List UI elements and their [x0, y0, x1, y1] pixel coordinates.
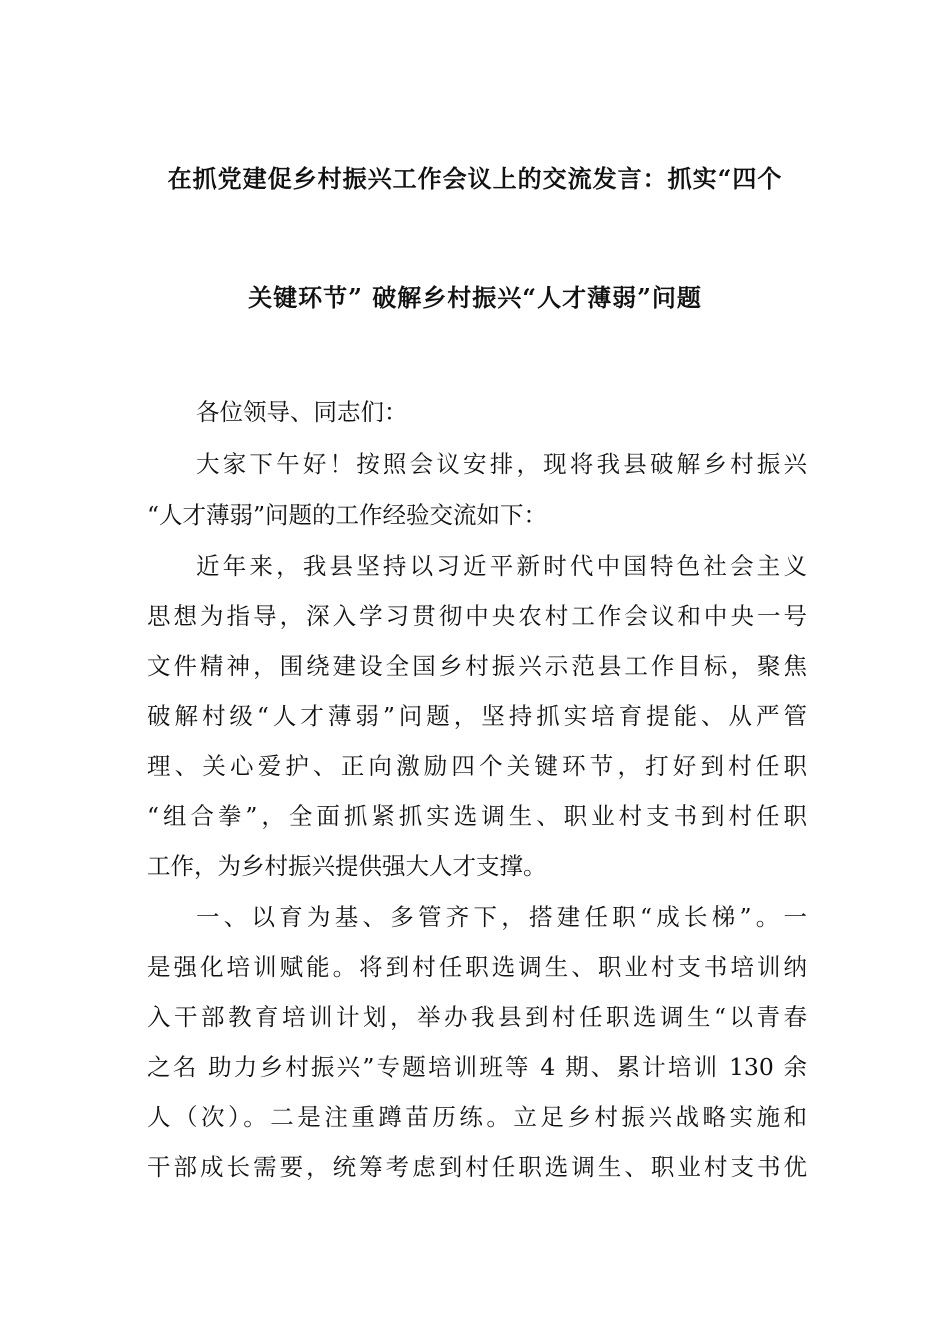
paragraph-line: 之名 助力乡村振兴”专题培训班等 4 期、累计培训 130 余: [147, 1053, 807, 1081]
paragraph-line: 理、关心爱护、正向激励四个关键环节，打好到村任职: [147, 752, 807, 780]
paragraph-line: 近年来，我县坚持以习近平新时代中国特色社会主义: [196, 552, 807, 580]
paragraph-line: 干部成长需要，统筹考虑到村任职选调生、职业村支书优: [147, 1153, 807, 1181]
paragraph-line: 文件精神，围绕建设全国乡村振兴示范县工作目标，聚焦: [147, 652, 807, 680]
paragraph-line: 人（次）。二是注重蹲苗历练。立足乡村振兴战略实施和: [147, 1103, 807, 1131]
paragraph-line: 工作，为乡村振兴提供强大人才支撑。: [147, 852, 547, 880]
paragraph-line: “人才薄弱”问题的工作经验交流如下：: [147, 501, 548, 529]
paragraph-line: 入干部教育培训计划，举办我县到村任职选调生“以青春: [147, 1003, 807, 1031]
salutation: 各位领导、同志们：: [196, 398, 408, 426]
paragraph-line: 是强化培训赋能。将到村任职选调生、职业村支书培训纳: [147, 953, 807, 981]
paragraph-line: 大家下午好！按照会议安排，现将我县破解乡村振兴: [196, 450, 807, 478]
paragraph-line: 一、以育为基、多管齐下，搭建任职“成长梯”。一: [196, 903, 807, 931]
document-title-line-2: 关键环节” 破解乡村振兴“人才薄弱”问题: [248, 283, 702, 312]
paragraph-line: 破解村级“人才薄弱”问题，坚持抓实培育提能、从严管: [147, 702, 807, 730]
paragraph-line: 思想为指导，深入学习贯彻中央农村工作会议和中央一号: [147, 602, 807, 630]
document-title-line-1: 在抓党建促乡村振兴工作会议上的交流发言：抓实“四个: [167, 164, 783, 193]
paragraph-line: “组合拳”，全面抓紧抓实选调生、职业村支书到村任职: [147, 802, 807, 830]
